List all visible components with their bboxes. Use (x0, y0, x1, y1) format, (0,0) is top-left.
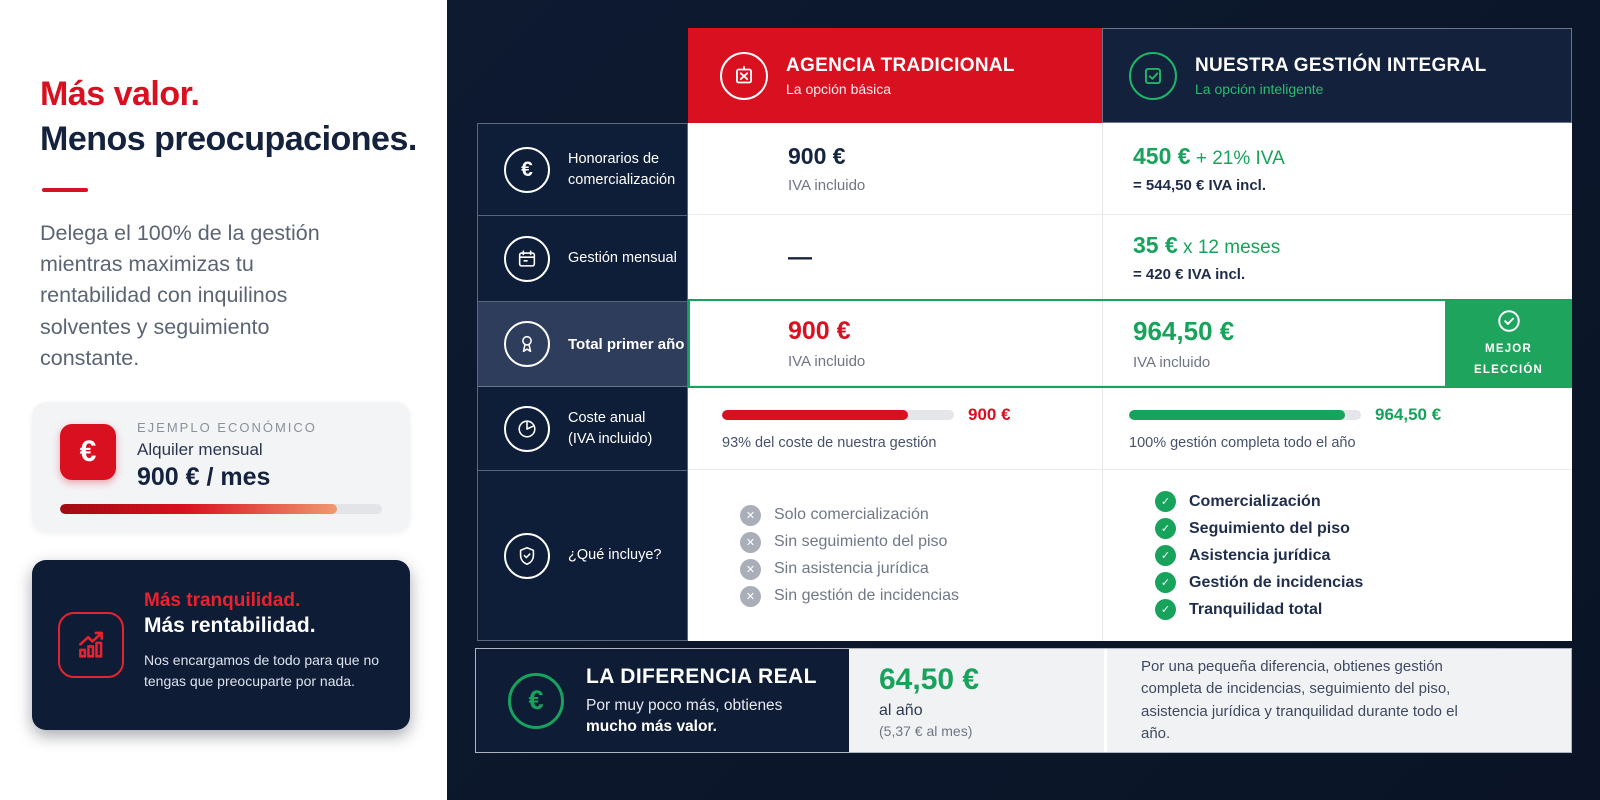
difference-line2: mucho más valor. (586, 717, 717, 735)
fees-integral-note: = 544,50 € IVA incl. (1133, 177, 1266, 194)
row-label-annual: Coste anual (IVA incluido) (478, 387, 687, 471)
shield-check-icon (504, 533, 550, 579)
table-row-includes (688, 470, 1572, 641)
x-circle-icon: ✕ (740, 559, 761, 580)
promo-card (32, 560, 410, 730)
total-traditional-value: 900 € (788, 316, 851, 345)
annual-traditional-note: 93% del coste de nuestra gestión (722, 434, 937, 451)
economic-example-card (32, 402, 410, 532)
promo-body: Nos encargamos de todo para que no tengas que preocuparte por nada. (144, 652, 380, 689)
list-item: ✕ Sin asistencia jurídica (740, 559, 1102, 580)
fees-traditional-value: 900 € (788, 143, 846, 169)
row-label-total: Total primer año (478, 302, 687, 387)
difference-title: LA DIFERENCIA REAL (586, 665, 817, 689)
red-divider (42, 188, 88, 192)
difference-amount: 64,50 € (879, 662, 980, 696)
list-item: ✓ Comercialización (1155, 491, 1572, 512)
row-label-column (477, 123, 688, 641)
monthly-traditional-value: — (788, 243, 812, 271)
check-circle-icon: ✓ (1155, 599, 1176, 620)
example-label: Alquiler mensual (137, 440, 263, 459)
list-item: ✕ Sin seguimiento del piso (740, 532, 1102, 553)
annual-traditional-bar-track (722, 410, 954, 420)
difference-amount-note2: (5,37 € al mes) (879, 722, 973, 739)
promo-title-red: Más tranquilidad. (144, 590, 301, 611)
includes-traditional-list (740, 499, 1102, 613)
row-label-monthly: Gestión mensual (478, 216, 687, 302)
intro-paragraph: Delega el 100% de la gestión mientras maximizas tu rentabilidad con inquilinos solventes y seguimiento constante. (40, 221, 320, 370)
title-line-navy: Menos preocupaciones. (40, 119, 417, 158)
annual-traditional-value: 900 € (968, 404, 1011, 424)
x-circle-icon: ✕ (740, 586, 761, 607)
table-row-monthly (688, 215, 1572, 301)
promo-title-white: Más rentabilidad. (144, 614, 316, 637)
list-item: ✓ Seguimiento del piso (1155, 518, 1572, 539)
best-choice-badge: MEJOR ELECCIÓN (1445, 300, 1572, 387)
monthly-integral-note: = 420 € IVA incl. (1133, 266, 1246, 283)
list-item: ✕ Solo comercialización (740, 505, 1102, 526)
pie-chart-icon (504, 406, 550, 452)
example-progress-track (60, 504, 382, 514)
list-item: ✓ Tranquilidad total (1155, 599, 1572, 620)
x-circle-icon: ✕ (740, 532, 761, 553)
calendar-icon (504, 236, 550, 282)
euro-circle-green-icon: € (508, 673, 564, 729)
integral-title: NUESTRA GESTIÓN INTEGRAL (1195, 54, 1487, 76)
example-caption: EJEMPLO ECONÓMICO (137, 420, 317, 435)
title-line-red: Más valor. (40, 75, 200, 113)
check-circle-icon: ✓ (1155, 572, 1176, 593)
badge-check-icon (1496, 308, 1522, 334)
check-circle-icon: ✓ (1155, 545, 1176, 566)
check-square-icon (1129, 52, 1177, 100)
annual-integral-bar-track (1129, 410, 1361, 420)
check-circle-icon: ✓ (1155, 518, 1176, 539)
check-circle-icon: ✓ (1155, 491, 1176, 512)
annual-integral-note: 100% gestión completa todo el año (1129, 434, 1356, 451)
list-item: ✓ Asistencia jurídica (1155, 545, 1572, 566)
integral-subtitle: La opción inteligente (1195, 80, 1324, 97)
left-panel (0, 0, 447, 800)
table-row-annual-cost (688, 386, 1572, 470)
annual-integral-value: 964,50 € (1375, 404, 1442, 424)
difference-description-cell (1107, 649, 1571, 752)
comparison-table-body (688, 123, 1572, 641)
list-item: ✕ Sin gestión de incidencias (740, 586, 1102, 607)
example-value: 900 € / mes (137, 463, 271, 491)
difference-description: Por una pequeña diferencia, obtienes gestión completa de incidencias, seguimiento del piso, asistencia jurídica y tranquilidad durante todo el año. (1141, 658, 1458, 742)
list-item: ✓ Gestión de incidencias (1155, 572, 1572, 593)
traditional-subtitle: La opción básica (786, 80, 892, 97)
monthly-integral-value: 35 € x 12 meses (1133, 232, 1281, 258)
row-label-fees: € Honorarios de comercialización (478, 124, 687, 216)
total-integral-value: 964,50 € (1133, 315, 1235, 346)
includes-integral-list (1155, 485, 1572, 626)
euro-icon: € (60, 424, 116, 480)
x-circle-icon: ✕ (740, 505, 761, 526)
row-label-includes: ¿Qué incluye? (478, 471, 687, 640)
fees-traditional-note: IVA incluido (788, 177, 866, 194)
difference-amount-cell (849, 649, 1104, 752)
award-icon (504, 321, 550, 367)
column-header-integral (1102, 28, 1572, 123)
euro-circle-icon: € (504, 147, 550, 193)
example-progress-fill (60, 504, 337, 514)
chart-growth-icon (58, 612, 124, 678)
traditional-title: AGENCIA TRADICIONAL (786, 54, 1015, 76)
building-x-icon (720, 52, 768, 100)
annual-traditional-bar-fill (722, 410, 908, 420)
table-row-fees (688, 123, 1572, 215)
annual-integral-bar-fill (1129, 410, 1345, 420)
page-title (40, 72, 417, 162)
difference-line1: Por muy poco más, obtienes (586, 697, 783, 715)
table-row-total (688, 301, 1572, 386)
difference-summary-row (475, 648, 1572, 753)
fees-integral-value: 450 € + 21% IVA (1133, 143, 1285, 169)
total-integral-note: IVA incluido (1133, 353, 1211, 371)
difference-title-cell (476, 649, 849, 752)
total-traditional-note: IVA incluido (788, 352, 866, 370)
column-header-traditional (688, 28, 1102, 123)
difference-amount-note1: al año (879, 701, 923, 719)
